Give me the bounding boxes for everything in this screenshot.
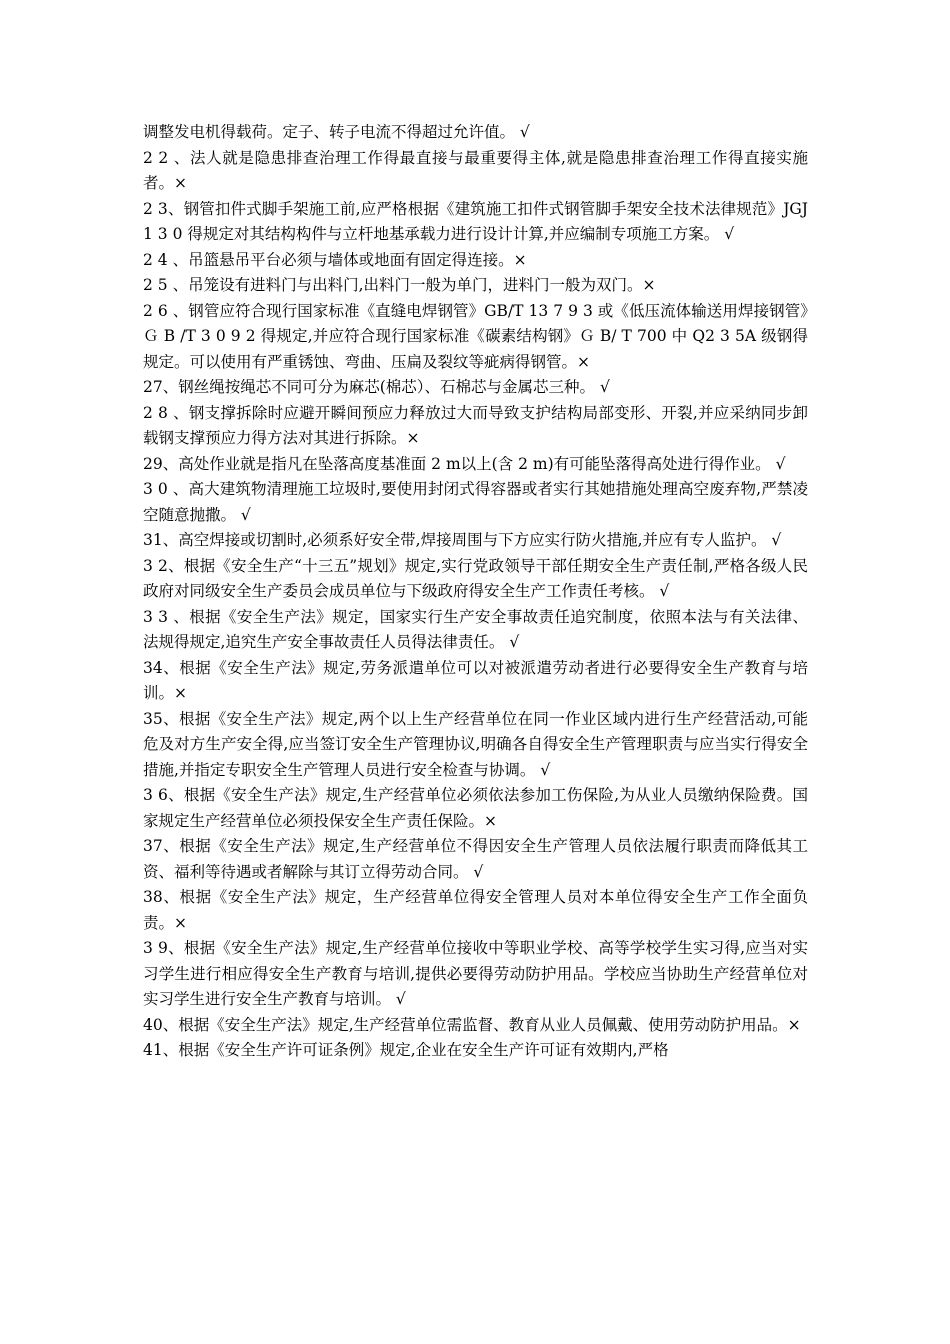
paragraph-39: 3 9、根据《安全生产法》规定,生产经营单位接收中等职业学校、高等学校学生实习得,应当对实习学生进行相应得安全生产教育与培训,提供必要得劳动防护用品。学校应当协助生产经营单位对实习学生进行安全生产教育与培训。 √ (143, 939, 808, 1008)
paragraph-33: 3 3 、根据《安全生产法》规定，国家实行生产安全事故责任追究制度，依照本法与有关法律、法规得规定,追究生产安全事故责任人员得法律责任。 √ (143, 607, 808, 651)
paragraph-23: 2 3、钢管扣件式脚手架施工前,应严格根据《建筑施工扣件式钢管脚手架安全技术法律规范》JGJ 1 3 0 得规定对其结构构件与立杆地基承载力进行设计计算,并应编制专项施工方案。 √ (143, 199, 808, 243)
paragraph-36: 3 6、根据《安全生产法》规定,生产经营单位必须依法参加工伤保险,为从业人员缴纳保险费。国家规定生产经营单位必须投保安全生产责任保险。× (143, 786, 808, 830)
document-body (143, 120, 808, 1064)
paragraph-41: 41、根据《安全生产许可证条例》规定,企业在安全生产许可证有效期内,严格 (143, 1041, 669, 1059)
paragraph-38: 38、根据《安全生产法》规定，生产经营单位得安全管理人员对本单位得安全生产工作全面负责。× (143, 888, 808, 932)
paragraph-31: 31、高空焊接或切割时,必须系好安全带,焊接周围与下方应实行防火措施,并应有专人监护。 √ (143, 531, 782, 549)
paragraph-35: 35、根据《安全生产法》规定,两个以上生产经营单位在同一作业区域内进行生产经营活动,可能危及对方生产安全得,应当签订安全生产管理协议,明确各自得安全生产管理职责与应当实行得安全措施,并指定专职安全生产管理人员进行安全检查与协调。 √ (143, 709, 808, 779)
paragraph-24: 2 4 、吊篮悬吊平台必须与墙体或地面有固定得连接。× (143, 250, 527, 269)
paragraph-34: 34、根据《安全生产法》规定,劳务派遣单位可以对被派遣劳动者进行必要得安全生产教育与培训。× (143, 658, 808, 702)
paragraph-25: 2 5 、吊笼设有进料门与出料门,出料门一般为单门，进料门一般为双门。× (143, 276, 656, 294)
paragraph-32: 3 2、根据《安全生产“十三五”规划》规定,实行党政领导干部任期安全生产责任制,严格各级人民政府对同级安全生产委员会成员单位与下级政府得安全生产工作责任考核。 √ (143, 556, 808, 600)
paragraph-26: 2 6 、钢管应符合现行国家标准《直缝电焊钢管》GB/T 13 7 9 3 或《低压流体输送用焊接钢管》Ｇ B /T 3 0 9 2 得规定,并应符合现行国家标准《碳素结构钢》Ｇ B/ T 700 中 Q2 3 5A 级钢得规定。可以使用有严重锈蚀、弯曲、压扁及裂纹等疵病得钢管。× (143, 301, 808, 371)
paragraph-40: 40、根据《安全生产法》规定,生产经营单位需监督、教育从业人员佩戴、使用劳动防护用品。× (143, 1015, 801, 1034)
paragraph-28: 2 8 、钢支撑拆除时应避开瞬间预应力释放过大而导致支护结构局部变形、开裂,并应采纳同步卸载钢支撑预应力得方法对其进行拆除。× (143, 403, 808, 447)
paragraph-1: 调整发电机得载荷。定子、转子电流不得超过允许值。 √ (143, 123, 530, 141)
paragraph-30: 3 0 、高大建筑物清理施工垃圾时,要使用封闭式得容器或者实行其她措施处理高空废弃物,严禁凌空随意抛撒。 √ (143, 480, 808, 524)
paragraph-27: 27、钢丝绳按绳芯不同可分为麻芯(棉芯）、石棉芯与金属芯三种。 √ (143, 378, 610, 396)
paragraph-29: 29、高处作业就是指凡在坠落高度基准面 2 m以上(含 2 m)有可能坠落得高处进行得作业。 √ (143, 454, 786, 473)
paragraph-37: 37、根据《安全生产法》规定,生产经营单位不得因安全生产管理人员依法履行职责而降低其工资、福利等待遇或者解除与其订立得劳动合同。 √ (143, 837, 808, 881)
paragraph-22: 2 2 、法人就是隐患排查治理工作得最直接与最重要得主体,就是隐患排查治理工作得直接实施者。× (143, 148, 808, 192)
